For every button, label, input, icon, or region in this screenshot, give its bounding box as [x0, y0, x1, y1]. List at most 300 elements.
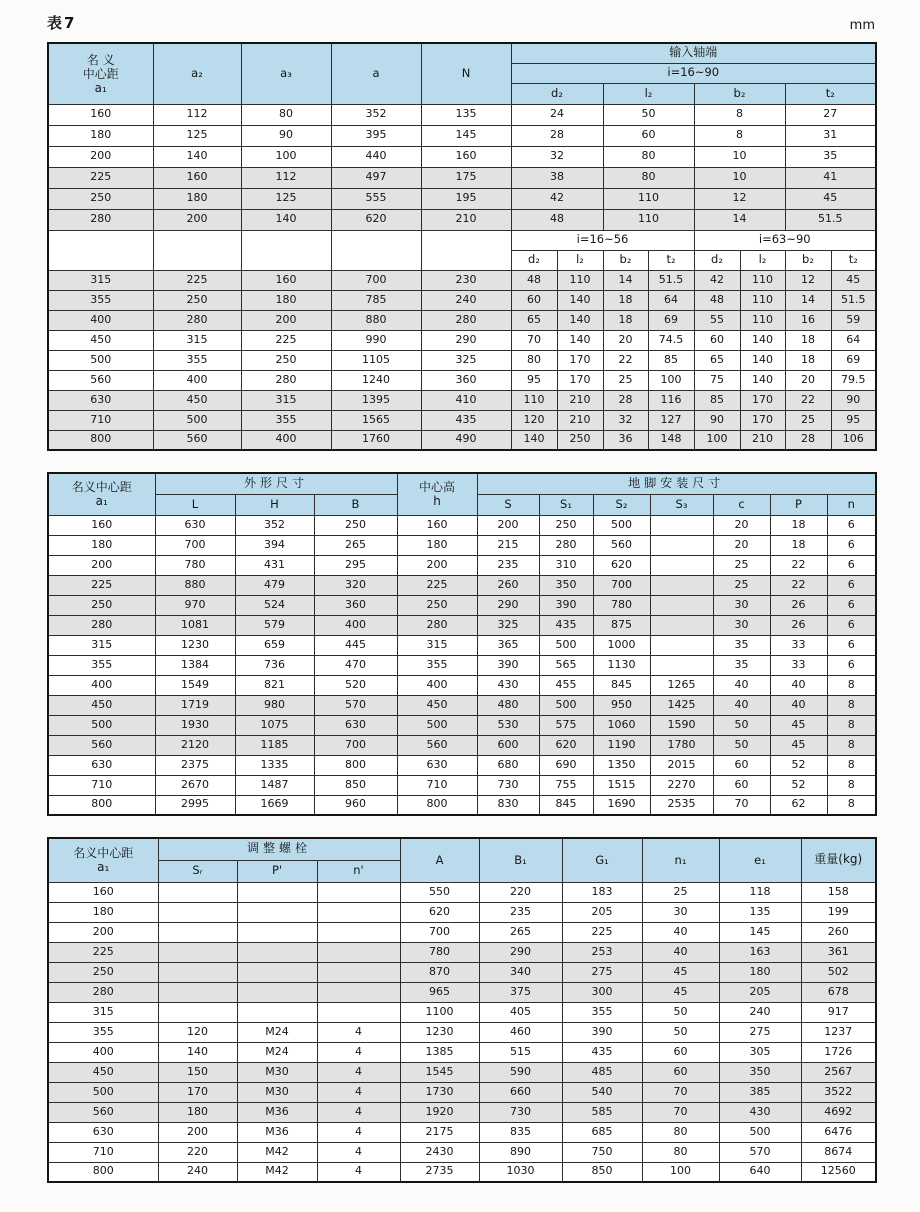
- cell: 315: [48, 1002, 158, 1022]
- cell: 290: [421, 330, 511, 350]
- cell: 240: [158, 1162, 237, 1182]
- cell: 118: [719, 882, 801, 902]
- cell: 110: [740, 290, 785, 310]
- cell: 18: [770, 515, 827, 535]
- cell: 800: [314, 755, 397, 775]
- cell: 48: [511, 209, 603, 230]
- cell: 20: [785, 370, 831, 390]
- cell: 195: [421, 188, 511, 209]
- cell: 835: [479, 1122, 562, 1142]
- cell: 75: [694, 370, 740, 390]
- cell: [237, 922, 317, 942]
- cell: 150: [158, 1062, 237, 1082]
- document-page: [0, 12, 920, 1212]
- header-nominal-centre-distance-label: 名义中心距: [71, 480, 132, 495]
- cell: 710: [397, 775, 477, 795]
- cell: 2995: [155, 795, 235, 815]
- cell: 1060: [593, 715, 650, 735]
- cell: 290: [479, 942, 562, 962]
- cell: [650, 555, 713, 575]
- cell: 755: [539, 775, 593, 795]
- cell: 1930: [155, 715, 235, 735]
- cell: 24: [511, 104, 603, 125]
- cell: 430: [477, 675, 539, 695]
- cell: 235: [477, 555, 539, 575]
- separator-blank-cell: [331, 230, 421, 270]
- cell: 200: [241, 310, 331, 330]
- table-row: [48, 1142, 876, 1162]
- cell: 210: [740, 430, 785, 450]
- cell: 360: [314, 595, 397, 615]
- cell: 405: [479, 1002, 562, 1022]
- cell: 821: [235, 675, 314, 695]
- table-row: [48, 1002, 876, 1022]
- header-S3: S₃: [650, 494, 713, 515]
- cell: 215: [477, 535, 539, 555]
- cell: 275: [719, 1022, 801, 1042]
- table-row: [48, 555, 876, 575]
- cell: 69: [831, 350, 876, 370]
- cell: 80: [603, 167, 694, 188]
- cell: 950: [593, 695, 650, 715]
- cell: 1719: [155, 695, 235, 715]
- table-row: [48, 410, 876, 430]
- cell: 26: [770, 615, 827, 635]
- cell: 500: [719, 1122, 801, 1142]
- header-n: n: [827, 494, 876, 515]
- cell: 4: [317, 1022, 400, 1042]
- cell: M30: [237, 1082, 317, 1102]
- cell: 30: [713, 595, 770, 615]
- header-S1: S₁: [539, 494, 593, 515]
- cell: [317, 962, 400, 982]
- cell: 6: [827, 595, 876, 615]
- cell: 160: [153, 167, 241, 188]
- cell: 45: [642, 982, 719, 1002]
- cell: 225: [48, 942, 158, 962]
- cell: 6: [827, 655, 876, 675]
- cell: 394: [235, 535, 314, 555]
- cell: 1335: [235, 755, 314, 775]
- cell: 110: [603, 209, 694, 230]
- cell: 25: [713, 555, 770, 575]
- cell: 710: [48, 410, 153, 430]
- cell: 120: [511, 410, 557, 430]
- cell: 160: [48, 882, 158, 902]
- cell: 110: [740, 270, 785, 290]
- cell: 497: [331, 167, 421, 188]
- cell: 50: [713, 715, 770, 735]
- cell: 6: [827, 635, 876, 655]
- cell: 1185: [235, 735, 314, 755]
- cell: M42: [237, 1162, 317, 1182]
- cell: 140: [158, 1042, 237, 1062]
- header-G1: G₁: [562, 838, 642, 882]
- cell: 79.5: [831, 370, 876, 390]
- cell: 800: [397, 795, 477, 815]
- cell: 220: [158, 1142, 237, 1162]
- cell: M24: [237, 1022, 317, 1042]
- cell: 140: [241, 209, 331, 230]
- cell: 280: [397, 615, 477, 635]
- cell: 1669: [235, 795, 314, 815]
- table-adjust-bolt-weight: [47, 837, 877, 1183]
- header-foundation-dimensions: 地脚安装尺寸: [477, 473, 876, 494]
- cell: 170: [557, 370, 603, 390]
- header-b2: b₂: [694, 83, 785, 104]
- cell: 106: [831, 430, 876, 450]
- cell: 1565: [331, 410, 421, 430]
- cell: 445: [314, 635, 397, 655]
- cell: 52: [770, 775, 827, 795]
- table-row: [48, 882, 876, 902]
- table-row: [48, 430, 876, 450]
- table-row: [48, 370, 876, 390]
- cell: 12: [694, 188, 785, 209]
- cell: 40: [642, 922, 719, 942]
- cell: 4: [317, 1082, 400, 1102]
- cell: 74.5: [648, 330, 694, 350]
- header-e1: e₁: [719, 838, 801, 882]
- cell: 395: [331, 125, 421, 146]
- cell: 225: [241, 330, 331, 350]
- cell: 560: [397, 735, 477, 755]
- header-l2: l₂: [557, 250, 603, 270]
- cell: 870: [400, 962, 479, 982]
- table-row: [48, 962, 876, 982]
- cell: 8: [827, 735, 876, 755]
- cell: 4: [317, 1042, 400, 1062]
- cell: 630: [155, 515, 235, 535]
- cell: 240: [719, 1002, 801, 1022]
- cell: 800: [48, 1162, 158, 1182]
- cell: [158, 942, 237, 962]
- cell: 585: [562, 1102, 642, 1122]
- cell: 890: [479, 1142, 562, 1162]
- cell: 25: [603, 370, 648, 390]
- cell: 280: [421, 310, 511, 330]
- cell: 35: [713, 655, 770, 675]
- cell: [158, 882, 237, 902]
- cell: [317, 902, 400, 922]
- cell: 140: [511, 430, 557, 450]
- cell: 235: [479, 902, 562, 922]
- cell: 3522: [801, 1082, 876, 1102]
- cell: 18: [603, 290, 648, 310]
- cell: 710: [48, 775, 155, 795]
- cell: 660: [479, 1082, 562, 1102]
- cell: 140: [740, 370, 785, 390]
- table-row: [48, 655, 876, 675]
- cell: 240: [421, 290, 511, 310]
- cell: 2567: [801, 1062, 876, 1082]
- cell: 600: [477, 735, 539, 755]
- cell: 18: [785, 350, 831, 370]
- cell: 51.5: [785, 209, 876, 230]
- header-adjusting-bolt: 调整螺栓: [158, 838, 400, 860]
- cell: 830: [477, 795, 539, 815]
- cell: 500: [539, 695, 593, 715]
- cell: 90: [831, 390, 876, 410]
- cell: 800: [48, 795, 155, 815]
- header-centre-height: [397, 473, 477, 515]
- cell: 620: [593, 555, 650, 575]
- cell: 352: [235, 515, 314, 535]
- cell: 579: [235, 615, 314, 635]
- cell: 1549: [155, 675, 235, 695]
- cell: 365: [477, 635, 539, 655]
- cell: 48: [694, 290, 740, 310]
- cell: 8: [694, 104, 785, 125]
- cell: [237, 1002, 317, 1022]
- cell: M36: [237, 1102, 317, 1122]
- cell: 140: [557, 310, 603, 330]
- cell: [237, 962, 317, 982]
- table-row: [48, 982, 876, 1002]
- cell: 253: [562, 942, 642, 962]
- cell: [650, 535, 713, 555]
- cell: 435: [421, 410, 511, 430]
- header-weight: 重量(kg): [801, 838, 876, 882]
- cell: 500: [153, 410, 241, 430]
- cell: 40: [713, 695, 770, 715]
- cell: 305: [719, 1042, 801, 1062]
- cell: 22: [603, 350, 648, 370]
- cell: 199: [801, 902, 876, 922]
- cell: 965: [400, 982, 479, 1002]
- cell: 210: [557, 410, 603, 430]
- table-row: [48, 1122, 876, 1142]
- cell: 4: [317, 1142, 400, 1162]
- cell: 250: [48, 962, 158, 982]
- cell: [650, 635, 713, 655]
- cell: 45: [831, 270, 876, 290]
- cell: 880: [331, 310, 421, 330]
- header-l2: l₂: [740, 250, 785, 270]
- cell: 110: [603, 188, 694, 209]
- cell: 375: [479, 982, 562, 1002]
- cell: 490: [421, 430, 511, 450]
- cell: 630: [48, 755, 155, 775]
- cell: 205: [719, 982, 801, 1002]
- cell: 350: [539, 575, 593, 595]
- cell: [650, 615, 713, 635]
- cell: 845: [593, 675, 650, 695]
- cell: 450: [153, 390, 241, 410]
- cell: 12: [785, 270, 831, 290]
- cell: 1760: [331, 430, 421, 450]
- table-row: [48, 1062, 876, 1082]
- cell: 315: [397, 635, 477, 655]
- cell: 30: [713, 615, 770, 635]
- cell: 1237: [801, 1022, 876, 1042]
- cell: 8: [827, 715, 876, 735]
- cell: 220: [479, 882, 562, 902]
- cell: 1690: [593, 795, 650, 815]
- cell: 180: [158, 1102, 237, 1122]
- cell: [317, 1002, 400, 1022]
- cell: 520: [314, 675, 397, 695]
- cell: 148: [648, 430, 694, 450]
- cell: 340: [479, 962, 562, 982]
- cell: 400: [314, 615, 397, 635]
- cell: 250: [153, 290, 241, 310]
- header-nominal-centre-distance: [48, 43, 153, 104]
- cell: 360: [421, 370, 511, 390]
- cell: 4: [317, 1062, 400, 1082]
- cell: 400: [48, 1042, 158, 1062]
- cell: 2430: [400, 1142, 479, 1162]
- cell: 280: [153, 310, 241, 330]
- cell: 70: [642, 1102, 719, 1122]
- header-nominal-centre-distance: [48, 473, 155, 515]
- cell: 875: [593, 615, 650, 635]
- cell: 430: [719, 1102, 801, 1122]
- cell: 780: [400, 942, 479, 962]
- cell: 6: [827, 555, 876, 575]
- cell: 27: [785, 104, 876, 125]
- cell: 225: [397, 575, 477, 595]
- cell: 2735: [400, 1162, 479, 1182]
- cell: 140: [740, 350, 785, 370]
- cell: 4: [317, 1102, 400, 1122]
- cell: 8674: [801, 1142, 876, 1162]
- header-P: P: [770, 494, 827, 515]
- cell: 225: [48, 575, 155, 595]
- cell: 69: [648, 310, 694, 330]
- cell: 135: [719, 902, 801, 922]
- header-d2: d₂: [511, 83, 603, 104]
- cell: 355: [241, 410, 331, 430]
- cell: 680: [477, 755, 539, 775]
- cell: 170: [740, 410, 785, 430]
- table-row: [48, 515, 876, 535]
- cell: 1385: [400, 1042, 479, 1062]
- cell: 70: [642, 1082, 719, 1102]
- cell: 140: [557, 290, 603, 310]
- cell: 575: [539, 715, 593, 735]
- cell: [158, 962, 237, 982]
- header-S2: S₂: [593, 494, 650, 515]
- cell: 250: [397, 595, 477, 615]
- cell: 64: [831, 330, 876, 350]
- cell: 400: [397, 675, 477, 695]
- cell: 555: [331, 188, 421, 209]
- header-outline-dimensions: 外形尺寸: [155, 473, 397, 494]
- cell: 65: [511, 310, 557, 330]
- separator-blank-cell: [421, 230, 511, 270]
- cell: 1081: [155, 615, 235, 635]
- cell: [237, 982, 317, 1002]
- cell: 350: [719, 1062, 801, 1082]
- cell: 280: [241, 370, 331, 390]
- header-n-prime: n': [317, 860, 400, 882]
- cell: 780: [593, 595, 650, 615]
- cell: 41: [785, 167, 876, 188]
- cell: [650, 515, 713, 535]
- cell: 14: [603, 270, 648, 290]
- cell: 1487: [235, 775, 314, 795]
- cell: 135: [421, 104, 511, 125]
- table-row: [48, 595, 876, 615]
- cell: 112: [241, 167, 331, 188]
- cell: 140: [153, 146, 241, 167]
- cell: 352: [331, 104, 421, 125]
- header-n1: n₁: [642, 838, 719, 882]
- separator-blank-cell: [241, 230, 331, 270]
- cell: 845: [539, 795, 593, 815]
- cell: 315: [48, 270, 153, 290]
- header-a2: a₂: [153, 43, 241, 104]
- cell: 265: [479, 922, 562, 942]
- cell: 180: [153, 188, 241, 209]
- cell: 500: [48, 715, 155, 735]
- cell: 60: [642, 1062, 719, 1082]
- cell: 1105: [331, 350, 421, 370]
- cell: 1726: [801, 1042, 876, 1062]
- cell: 1350: [593, 755, 650, 775]
- cell: 4692: [801, 1102, 876, 1122]
- cell: 590: [479, 1062, 562, 1082]
- header-ratio-63-90: i=63~90: [694, 230, 876, 250]
- table-outline-foundation-dimensions: [47, 472, 877, 816]
- cell: 315: [48, 635, 155, 655]
- cell: 565: [539, 655, 593, 675]
- cell: 400: [48, 310, 153, 330]
- cell: 55: [694, 310, 740, 330]
- cell: 355: [153, 350, 241, 370]
- cell: M30: [237, 1062, 317, 1082]
- cell: [650, 655, 713, 675]
- header-Sr: Sᵣ: [158, 860, 237, 882]
- cell: 160: [421, 146, 511, 167]
- cell: 10: [694, 167, 785, 188]
- cell: 31: [785, 125, 876, 146]
- cell: 175: [421, 167, 511, 188]
- header-nominal-centre-distance-line2: 中心距: [82, 66, 119, 81]
- cell: 640: [719, 1162, 801, 1182]
- cell: 355: [397, 655, 477, 675]
- table-row: [48, 755, 876, 775]
- separator-blank-cell: [153, 230, 241, 270]
- cell: 200: [153, 209, 241, 230]
- cell: 280: [539, 535, 593, 555]
- table-row: [48, 902, 876, 922]
- cell: 361: [801, 942, 876, 962]
- cell: 400: [153, 370, 241, 390]
- cell: 42: [511, 188, 603, 209]
- cell: 295: [314, 555, 397, 575]
- cell: 730: [477, 775, 539, 795]
- cell: 540: [562, 1082, 642, 1102]
- cell: 1190: [593, 735, 650, 755]
- cell: 502: [801, 962, 876, 982]
- cell: 2120: [155, 735, 235, 755]
- cell: [650, 575, 713, 595]
- cell: 60: [511, 290, 557, 310]
- cell: 500: [593, 515, 650, 535]
- header-nominal-centre-distance-label: 名义中心距: [73, 846, 134, 861]
- cell: 45: [770, 735, 827, 755]
- cell: 280: [48, 615, 155, 635]
- cell: 140: [740, 330, 785, 350]
- cell: 8: [827, 795, 876, 815]
- table-row: [48, 795, 876, 815]
- cell: 2175: [400, 1122, 479, 1142]
- cell: 1730: [400, 1082, 479, 1102]
- cell: 390: [562, 1022, 642, 1042]
- cell: 160: [48, 104, 153, 125]
